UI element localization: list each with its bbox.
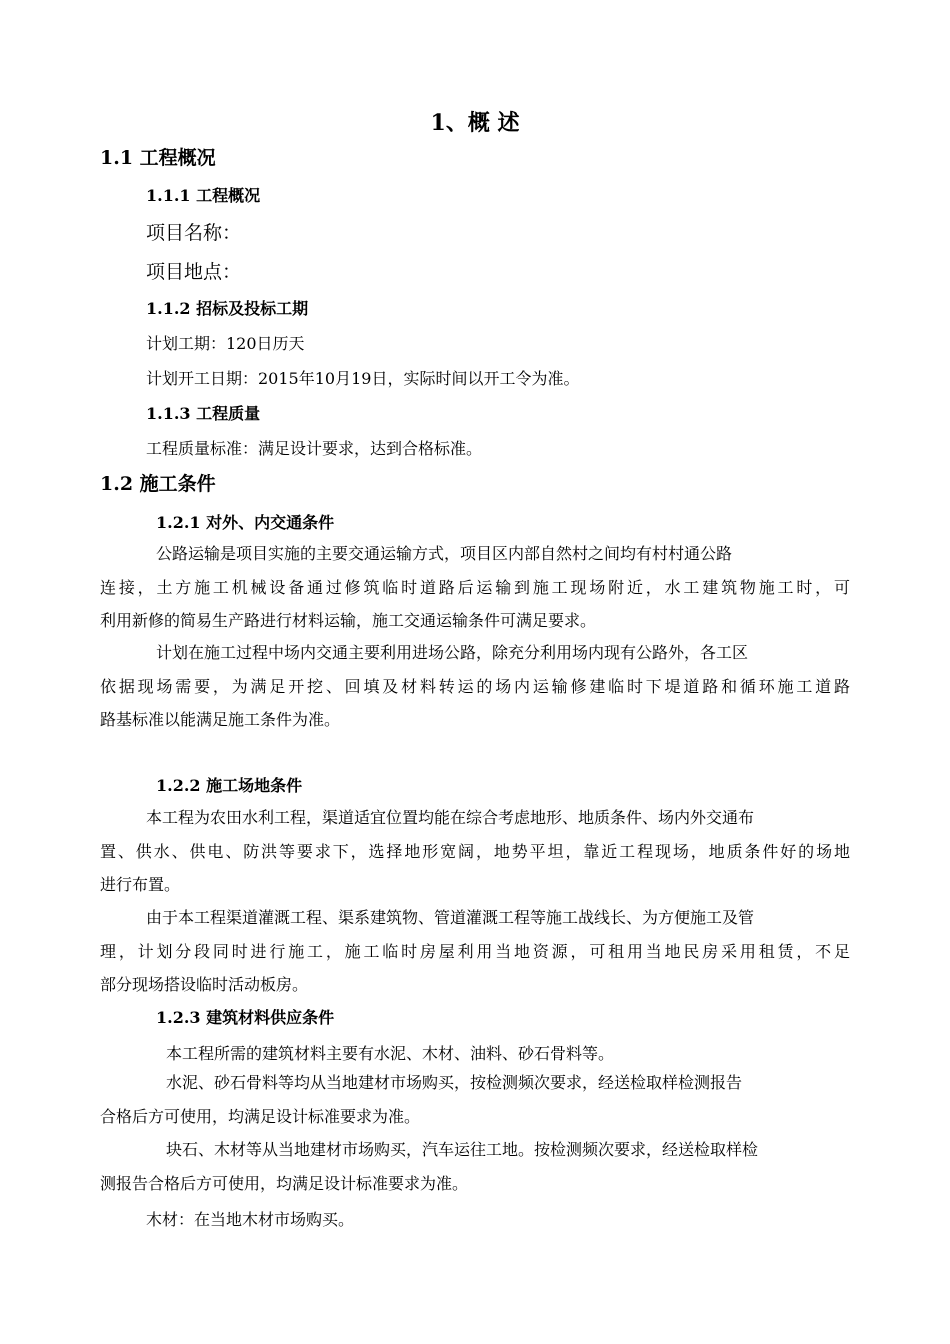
section-1-2-2-heading: 1.2.2 施工场地条件 bbox=[156, 776, 303, 795]
paragraph-line: 连接，土方施工机械设备通过修筑临时道路后运输到施工现场附近，水工建筑物施工时，可 bbox=[100, 577, 850, 597]
paragraph-line: 合格后方可使用，均满足设计标准要求为准。 bbox=[100, 1106, 421, 1126]
planned-duration: 计划工期：120日历天 bbox=[146, 334, 305, 353]
paragraph-line: 计划在施工过程中场内交通主要利用进场公路，除充分利用场内现有公路外，各工区 bbox=[156, 643, 749, 662]
paragraph-line: 进行布置。 bbox=[100, 875, 181, 894]
chapter-title: 1、概 述 bbox=[430, 110, 520, 136]
paragraph-line: 本工程为农田水利工程，渠道适宜位置均能在综合考虑地形、地质条件、场内外交通布 bbox=[146, 808, 755, 827]
materials-paragraph-2 bbox=[100, 1066, 850, 1133]
paragraph-line: 依据现场需要，为满足开挖、回填及材料转运的场内运输修建临时下堤道路和循环施工道路 bbox=[100, 676, 850, 696]
section-1-1-2-heading: 1.1.2 招标及投标工期 bbox=[146, 299, 309, 318]
section-1-1-heading: 1.1 工程概况 bbox=[100, 147, 216, 169]
traffic-paragraph-1 bbox=[100, 537, 850, 638]
paragraph-line: 利用新修的简易生产路进行材料运输，施工交通运输条件可满足要求。 bbox=[100, 611, 597, 630]
materials-paragraph-3 bbox=[100, 1133, 850, 1200]
paragraph-line: 由于本工程渠道灌溉工程、渠系建筑物、管道灌溉工程等施工战线长、为方便施工及管 bbox=[146, 908, 755, 927]
paragraph-line: 公路运输是项目实施的主要交通运输方式，项目区内部自然村之间均有村村通公路 bbox=[156, 544, 733, 563]
paragraph-line: 置、供水、供电、防洪等要求下，选择地形宽阔，地势平坦，靠近工程现场，地质条件好的场地 bbox=[100, 841, 850, 861]
project-location-label: 项目地点： bbox=[146, 261, 242, 283]
paragraph-line: 水泥、砂石骨料等均从当地建材市场购买，按检测频次要求，经送检取样检测报告 bbox=[166, 1073, 743, 1092]
site-paragraph-1 bbox=[100, 801, 850, 902]
planned-start-date: 计划开工日期：2015年10月19日，实际时间以开工令为准。 bbox=[146, 369, 580, 388]
project-name-label: 项目名称： bbox=[146, 222, 242, 244]
materials-paragraph-1: 本工程所需的建筑材料主要有水泥、木材、油料、砂石骨料等。 bbox=[166, 1044, 615, 1063]
section-1-2-1-heading: 1.2.1 对外、内交通条件 bbox=[156, 513, 335, 532]
quality-standard: 工程质量标准：满足设计要求，达到合格标准。 bbox=[146, 439, 483, 458]
paragraph-line: 理，计划分段同时进行施工，施工临时房屋利用当地资源，可租用当地民房采用租赁，不足 bbox=[100, 941, 850, 961]
section-1-1-3-heading: 1.1.3 工程质量 bbox=[146, 404, 261, 423]
materials-paragraph-4: 木材：在当地木材市场购买。 bbox=[146, 1210, 355, 1229]
paragraph-line: 测报告合格后方可使用，均满足设计标准要求为准。 bbox=[100, 1173, 469, 1193]
site-paragraph-2 bbox=[100, 901, 850, 1002]
traffic-paragraph-2 bbox=[100, 636, 850, 737]
section-1-2-heading: 1.2 施工条件 bbox=[100, 473, 216, 495]
section-1-1-1-heading: 1.1.1 工程概况 bbox=[146, 186, 261, 205]
paragraph-line: 部分现场搭设临时活动板房。 bbox=[100, 975, 309, 994]
paragraph-line: 路基标准以能满足施工条件为准。 bbox=[100, 710, 341, 729]
section-1-2-3-heading: 1.2.3 建筑材料供应条件 bbox=[156, 1008, 335, 1027]
paragraph-line: 块石、木材等从当地建材市场购买，汽车运往工地。按检测频次要求，经送检取样检 bbox=[166, 1140, 759, 1159]
